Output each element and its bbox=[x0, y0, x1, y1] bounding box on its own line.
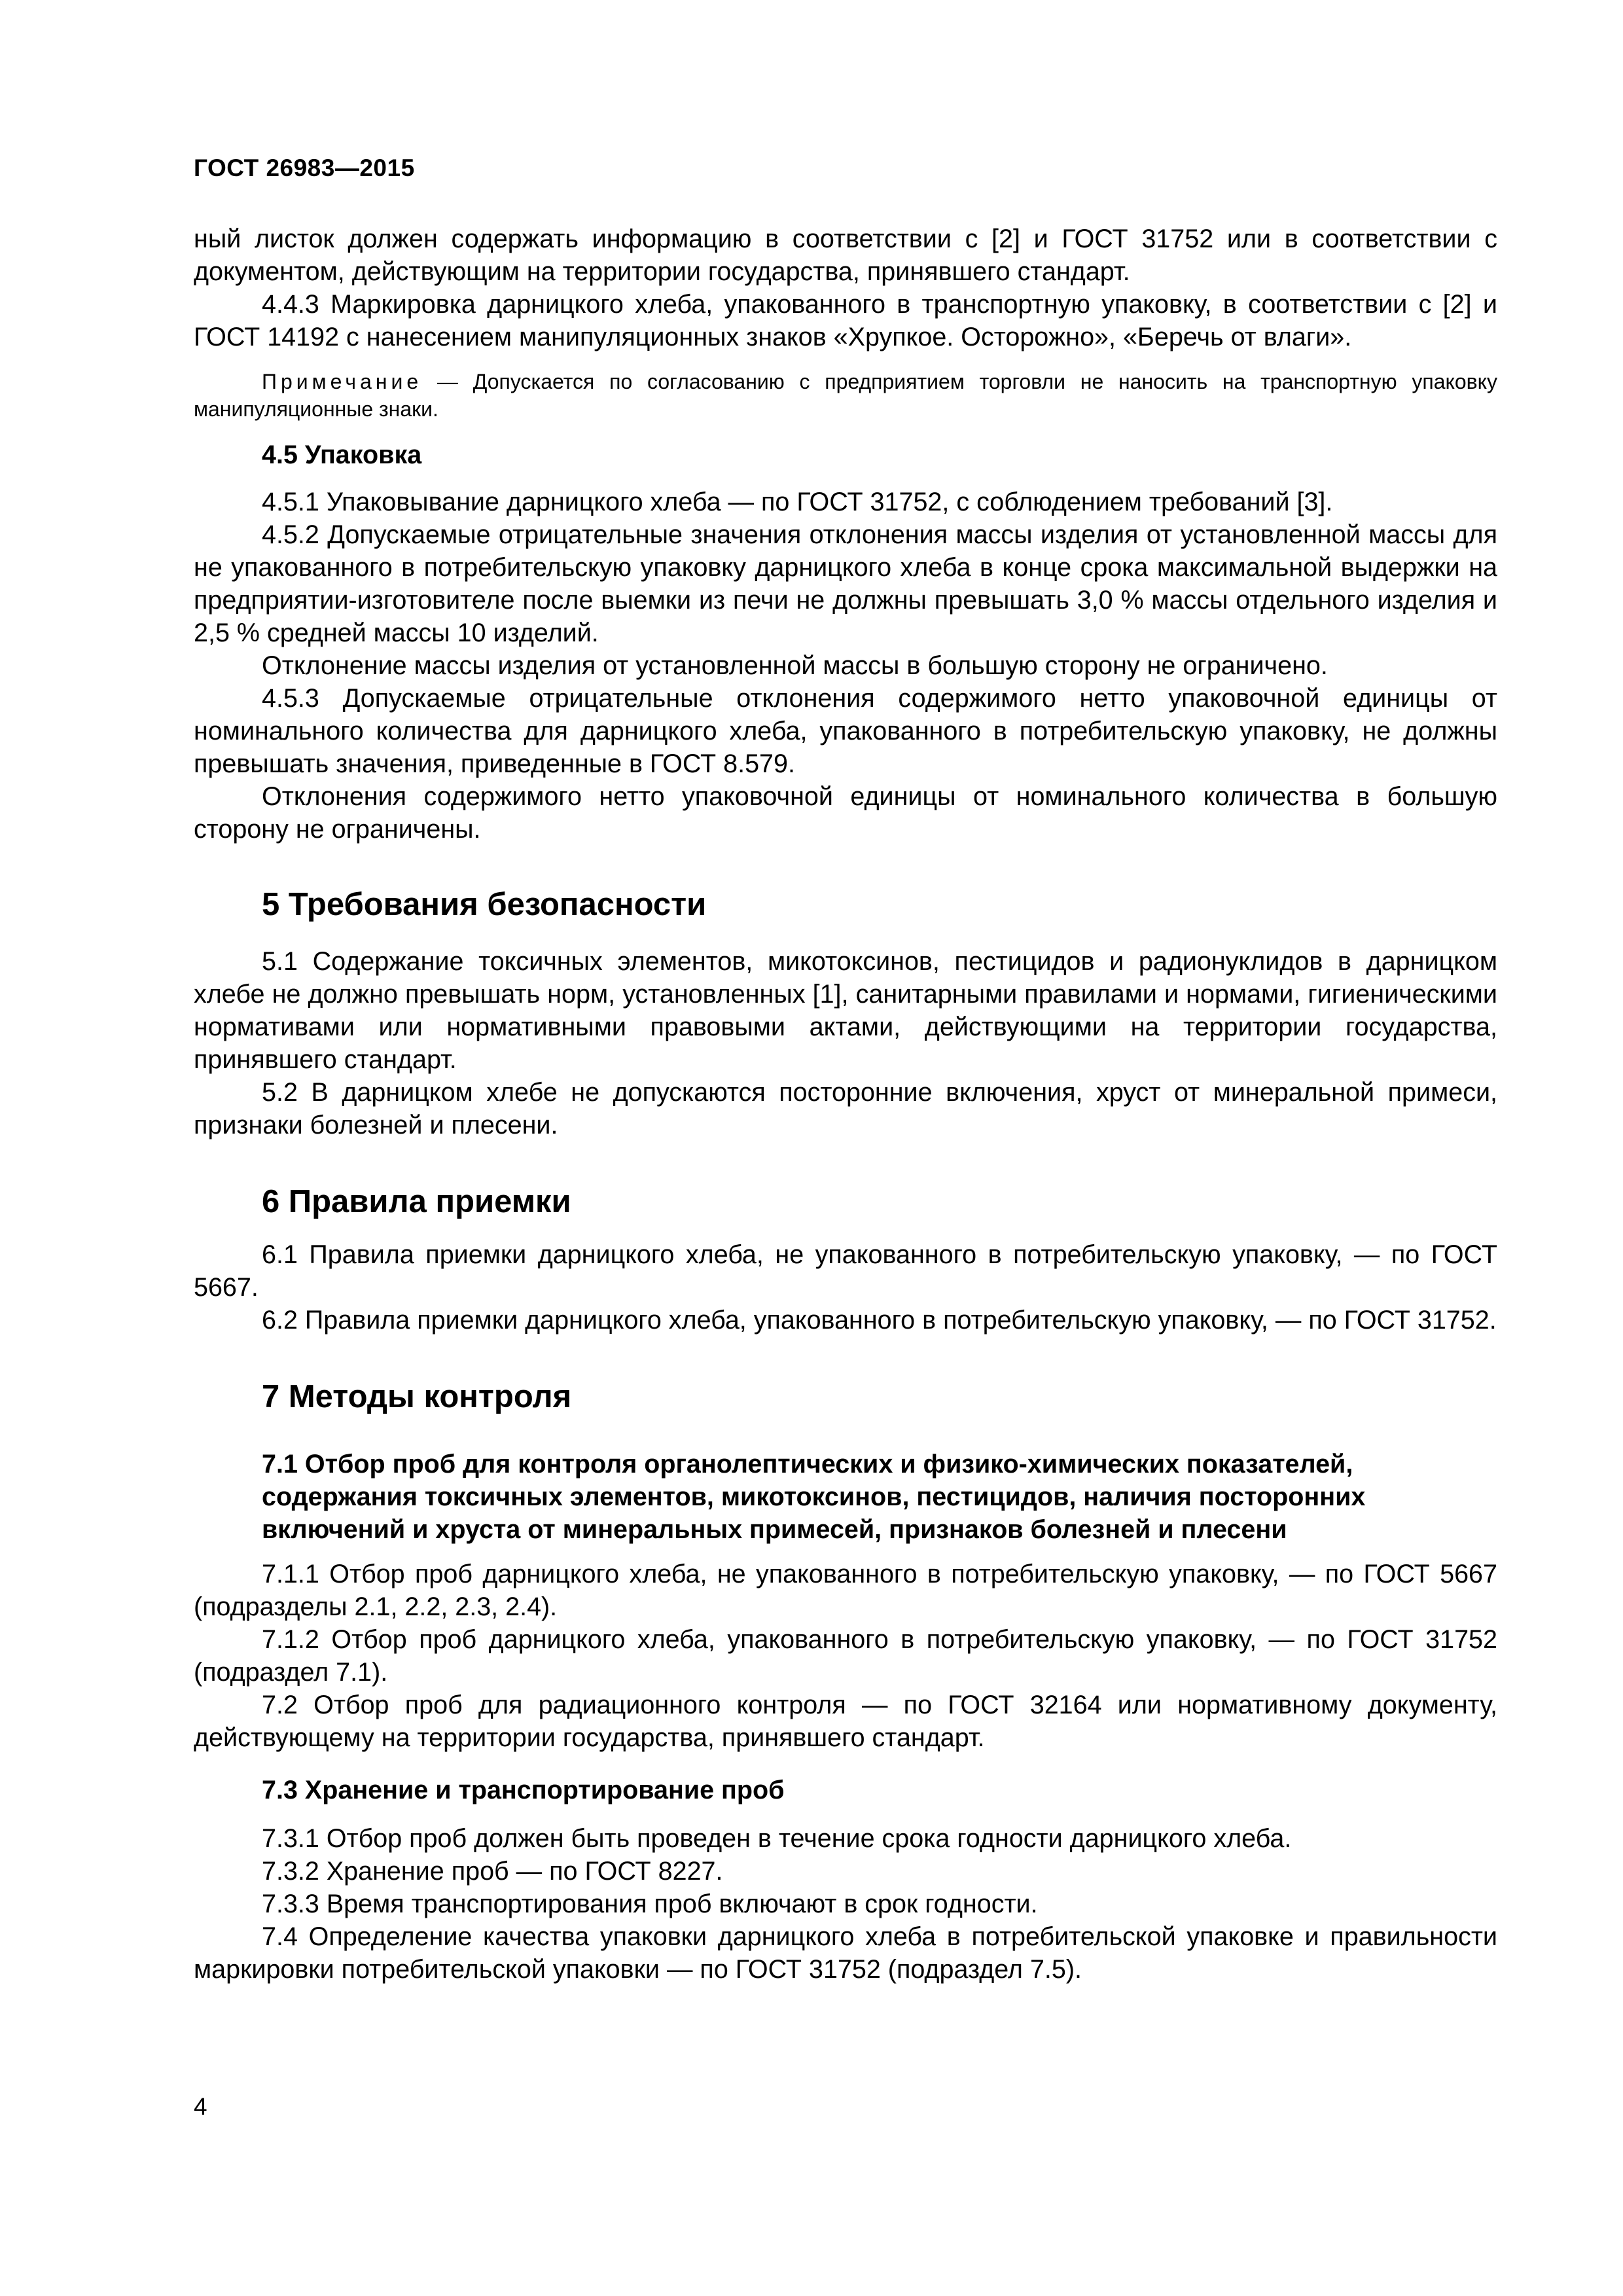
paragraph-4-5-2-continuation: Отклонение массы изделия от установленной массы в большую сторону не ограничено. bbox=[262, 651, 1328, 680]
heading-section-6: 6 Правила приемки bbox=[262, 1184, 571, 1219]
paragraph-5-1: 5.1 Содержание токсичных элементов, микотоксинов, пестицидов и радионуклидов в дарницком хлебе не должно превышать норм, установленных [1], санитарными правилами и нормами, гигиеническими нормативами или нормативными правовыми актами, действующими на территории государства, принявшего стандарт. bbox=[194, 947, 1497, 1074]
paragraph-7-1-2: 7.1.2 Отбор проб дарницкого хлеба, упакованного в потребительскую упаковку, — по ГОСТ 31752 (подраздел 7.1). bbox=[194, 1625, 1497, 1687]
heading-7-3: 7.3 Хранение и транспортирование проб bbox=[262, 1776, 785, 1804]
paragraph-6-2: 6.2 Правила приемки дарницкого хлеба, упакованного в потребительскую упаковку, — по ГОСТ 31752. bbox=[262, 1306, 1497, 1335]
page-number: 4 bbox=[194, 2093, 207, 2120]
document-body bbox=[194, 223, 1497, 1986]
paragraph-7-3-3: 7.3.3 Время транспортирования проб включают в срок годности. bbox=[262, 1890, 1038, 1918]
paragraph-4-5-3: 4.5.3 Допускаемые отрицательные отклонения содержимого нетто упаковочной единицы от номинального количества для дарницкого хлеба, упакованного в потребительскую упаковку, не должны превышать значения, приведенные в ГОСТ 8.579. bbox=[194, 684, 1497, 778]
paragraph-7-4: 7.4 Определение качества упаковки дарницкого хлеба в потребительской упаковке и правильности маркировки потребительской упаковки — по ГОСТ 31752 (подраздел 7.5). bbox=[194, 1922, 1497, 1984]
paragraph-7-1-1: 7.1.1 Отбор проб дарницкого хлеба, не упакованного в потребительскую упаковку, — по ГОСТ 5667 (подразделы 2.1, 2.2, 2.3, 2.4). bbox=[194, 1560, 1497, 1621]
note-label: Примечание bbox=[262, 370, 423, 393]
paragraph-4-5-3-continuation: Отклонения содержимого нетто упаковочной единицы от номинального количества в большую сторону не ограничены. bbox=[194, 782, 1497, 844]
document-header: ГОСТ 26983—2015 bbox=[194, 154, 415, 181]
paragraph-continuation: ный листок должен содержать информацию в соответствии с [2] и ГОСТ 31752 или в соответствии с документом, действующим на территории государства, принявшего стандарт. bbox=[194, 224, 1497, 286]
paragraph-7-3-2: 7.3.2 Хранение проб — по ГОСТ 8227. bbox=[262, 1857, 723, 1886]
paragraph-4-4-3: 4.4.3 Маркировка дарницкого хлеба, упакованного в транспортную упаковку, в соответствии с [2] и ГОСТ 14192 с нанесением манипуляционных знаков «Хрупкое. Осторожно», «Беречь от влаги». bbox=[194, 290, 1497, 351]
paragraph-4-5-1: 4.5.1 Упаковывание дарницкого хлеба — по ГОСТ 31752, с соблюдением требований [3]. bbox=[262, 488, 1333, 516]
heading-section-5: 5 Требования безопасности bbox=[262, 887, 707, 922]
paragraph-4-5-2: 4.5.2 Допускаемые отрицательные значения отклонения массы изделия от установленной массы для не упакованного в потребительскую упаковку дарницкого хлеба в конце срока максимальной выдержки на предприятии-изготовителе после выемки из печи не должны превышать 3,0 % массы отдельного изделия и 2,5 % средней массы 10 изделий. bbox=[194, 520, 1497, 647]
note-text: — Допускается по согласованию с предприятием торговли не наносить на транспортную упаковку манипуляционные знаки. bbox=[194, 370, 1497, 421]
heading-7-1: 7.1 Отбор проб для контроля органолептических и физико-химических показателей, содержания токсичных элементов, микотоксинов, пестицидов, наличия посторонних включений и хруста от минеральных примесей, признаков болезней и плесени bbox=[262, 1450, 1366, 1544]
paragraph-7-2: 7.2 Отбор проб для радиационного контроля — по ГОСТ 32164 или нормативному документу, действующему на территории государства, принявшего стандарт. bbox=[194, 1691, 1497, 1752]
paragraph-7-3-1: 7.3.1 Отбор проб должен быть проведен в течение срока годности дарницкого хлеба. bbox=[262, 1824, 1292, 1853]
paragraph-6-1: 6.1 Правила приемки дарницкого хлеба, не упакованного в потребительскую упаковку, — по ГОСТ 5667. bbox=[194, 1240, 1497, 1302]
paragraph-5-2: 5.2 В дарницком хлебе не допускаются посторонние включения, хруст от минеральной примеси, признаки болезней и плесени. bbox=[194, 1078, 1497, 1139]
heading-section-7: 7 Методы контроля bbox=[262, 1379, 572, 1414]
note bbox=[194, 368, 1497, 423]
heading-4-5: 4.5 Упаковка bbox=[262, 440, 422, 469]
